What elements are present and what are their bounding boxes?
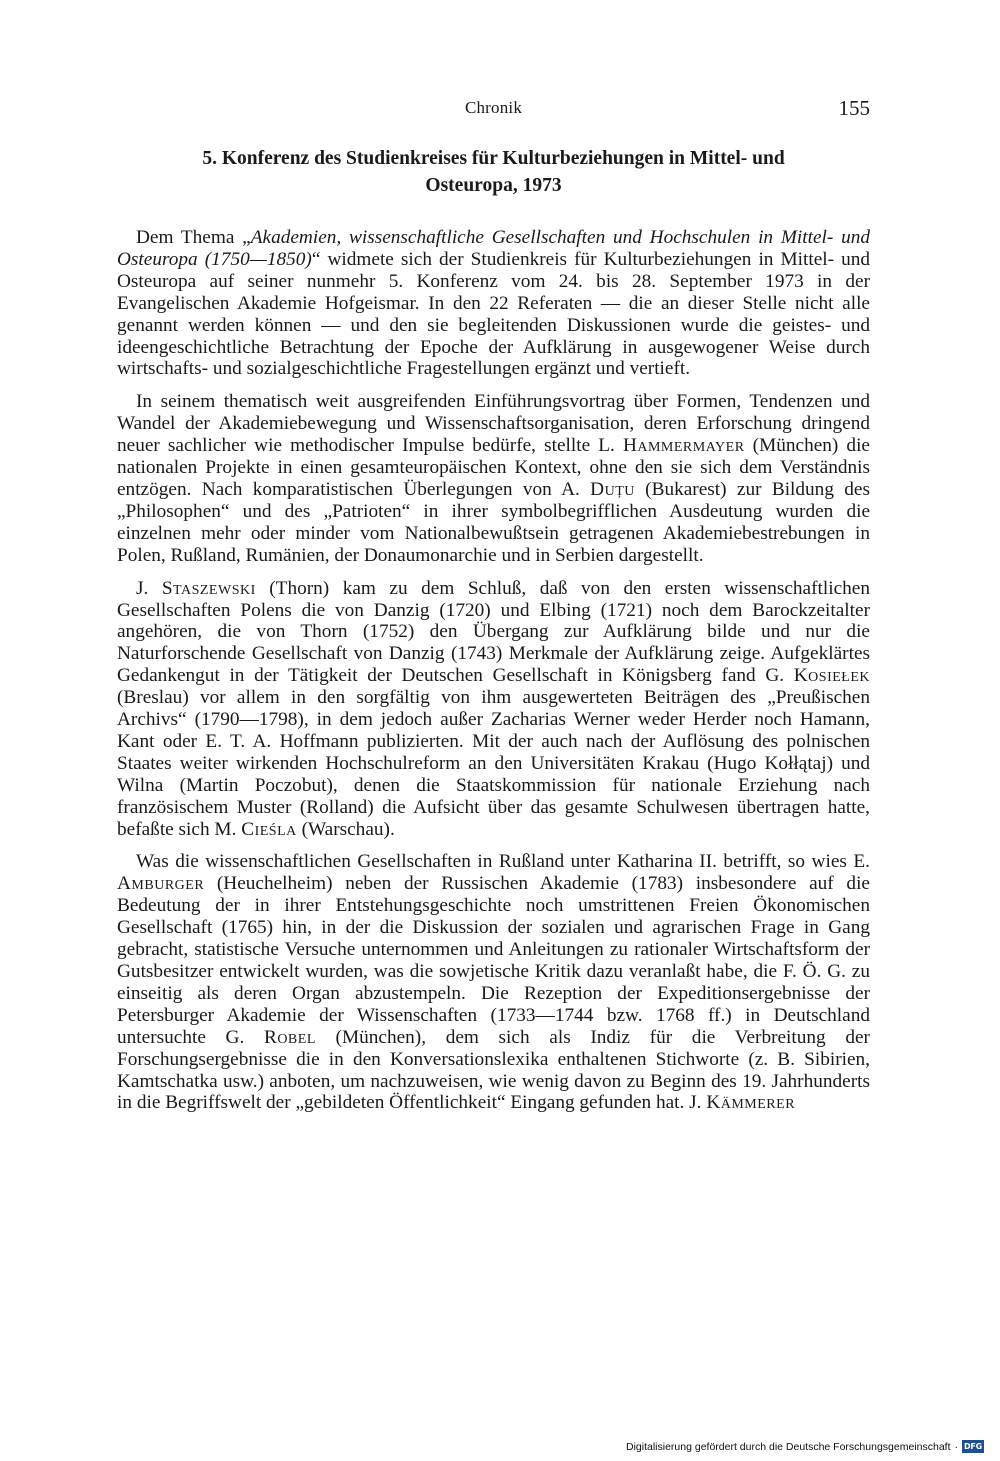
author-name: Kämmerer [706,1092,796,1114]
author-name: Kosiełek [793,665,870,687]
text-run: (Heuchelheim) neben der Russischen Akademie (1783) insbesondere auf die Bedeutung der in ihrer Entstehungsgeschichte noch umstrittenen Freien Ökonomischen Gesellschaft (1765) hin, in der die Diskussion der sozialen und agrarischen Frage in Gang gebracht, statistische Versuche unternommen und Anleitungen zu rationaler Wirtschaftsform der Gutsbesitzer entwickelt wurden, was die sowjetische Kritik dazu veranlaßt habe, die F. Ö. G. zu einseitig als deren Organ abzustempeln. Die Rezeption der Expeditionsergebnisse der Petersburger Akademie der Wissenschaften (1733—1744 bzw. 1768 ff.) in Deutschland untersuchte G. [117,873,870,1048]
page-number: 155 [838,96,870,120]
paragraph-3 [117,578,870,841]
paragraph-4 [117,851,870,1114]
text-run: Was die wissenschaftlichen Gesellschaften in Rußland unter Katharina II. betrifft, so wies E. [136,851,870,873]
text-run: J. [136,577,162,599]
text-run: In seinem thematisch weit ausgreifenden Einführungsvortrag über Formen, Tendenzen und Wandel der Akademiebewegung und Wissenschaftsorganisation, deren Erforschung dringend neuer sachlicher wie methodischer Impulse bedürfe, stellte L. [117,391,870,457]
text-run: (Breslau) vor allem in den sorgfältig von ihm ausgewerteten Beiträgen des „Preußischen Archivs“ (1790—1798), in dem jedoch außer Zacharias Werner weder Herder noch Hamann, Kant oder E. T. A. Hoffmann publizierten. Mit der auch nach der Auflösung des polnischen Staates weiter wirkenden Hochschulreform an den Universitäten Krakau (Hugo Kołłątaj) und Wilna (Martin Poczobut), denen die Staatskommission für nationale Erziehung nach französischem Muster (Rolland) die Aufsicht über das gesamte Schulwesen übertragen hatte, befaßte sich M. [117,687,870,840]
text-run: (Bukarest) zur Bildung des „Philosophen“ und des „Patrioten“ in ihrer symbolbegrifflichen Ausdeutung wurden die einzelnen mehr oder minder vom Nationalbewußtsein getragenen Akademiebestrebungen in Polen, Rußland, Rumänien, der Donaumonarchie und in Serbien dargestellt. [117,478,870,566]
running-head: Chronik [464,98,523,117]
author-name: Robel [263,1026,316,1048]
digitization-footer: Digitalisierung gefördert durch die Deutsche Forschungsgemeinschaft · DFG [625,1440,983,1453]
article-title-line-2: Osteuropa, 1973 [425,175,562,196]
page-header [117,96,870,126]
article-title [117,145,870,199]
dfg-logo-icon: DFG [963,1442,983,1451]
text-run: (München) die nationalen Projekte in einen gesamteuropäischen Kontext, ohne den sie sich dem Verständnis entzögen. Nach komparatistischen Überlegungen von A. [117,435,870,500]
author-name: Staszewski [161,577,256,599]
author-name: Duțu [590,478,635,500]
digitization-credit: Digitalisierung gefördert durch die Deutsche Forschungsgemeinschaft [625,1440,951,1453]
article-title-line-1: 5. Konferenz des Studienkreises für Kulturbeziehungen in Mittel- und [202,148,785,169]
paragraph-2 [117,391,870,566]
article-body [117,227,870,1114]
text-run: (Thorn) kam zu dem Schluß, daß von den ersten wissenschaftlichen Gesellschaften Polens die von Danzig (1720) und Elbing (1721) noch dem Barockzeitalter angehören, die von Thorn (1752) den Übergang zur Aufklärung bilde und nur die Naturforschende Gesellschaft von Danzig (1743) Merkmale der Aufklärung zeige. Aufgeklärtes Gedankengut in der Tätigkeit der Deutschen Gesellschaft in Königsberg fand G. [117,577,870,687]
emphasis-text: Akademien, wissenschaftliche Gesellschaften und Hochschulen in Mittel- und Osteuropa (1750—1850) [117,227,870,270]
text-run: “ widmete sich der Studienkreis für Kulturbeziehungen in Mittel- und Osteuropa auf seiner nunmehr 5. Konferenz vom 24. bis 28. September 1973 in der Evangelischen Akademie Hofgeismar. In den 22 Referaten — die an dieser Stelle nicht alle genannt werden können — und den sie begleitenden Diskussionen wurde die geistes- und ideengeschichtliche Betrachtung der Epoche der Aufklärung in ausgewogener Weise durch wirtschafts- und sozialgeschichtliche Fragestellungen ergänzt und vertieft. [117,248,871,380]
author-name: Cieśla [241,818,297,840]
author-name: Amburger [117,873,205,895]
author-name: Hammermayer [622,435,745,457]
paragraph-1 [117,227,870,380]
text-run: Dem Thema „ [136,227,251,248]
text-run: (München), dem sich als Indiz für die Verbreitung der Forschungsergebnisse die in den Konversationslexika enthaltenen Stichworte (z. B. Sibirien, Kamtschatka usw.) anboten, um nachzuweisen, wie wenig davon zu Beginn des 19. Jahrhunderts in die Begriffswelt der „gebildeten Öffentlichkeit“ Eingang gefunden hat. J. [117,1026,870,1114]
text-run: (Warschau). [296,818,395,840]
